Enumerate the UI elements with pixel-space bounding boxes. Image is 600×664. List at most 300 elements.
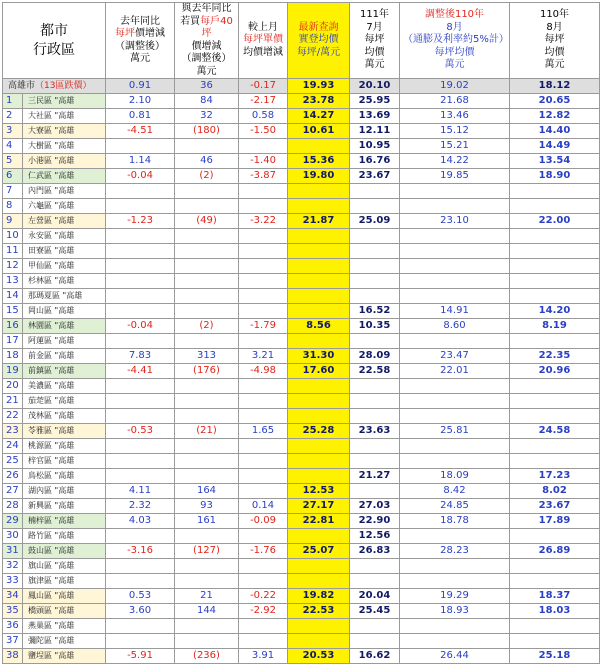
row-index: 25 — [3, 454, 23, 469]
district-row — [3, 139, 600, 154]
cell-yoy — [106, 634, 175, 649]
row-index: 10 — [3, 229, 23, 244]
cell-house: 46 — [175, 154, 239, 169]
row-index: 38 — [3, 649, 23, 664]
district-row — [3, 199, 600, 214]
cell-aug: 22.00 — [510, 214, 600, 229]
cell-yoy — [106, 274, 175, 289]
header-city-line2: 行政區 — [33, 41, 75, 58]
row-index: 37 — [3, 634, 23, 649]
cell-house: (49) — [175, 214, 239, 229]
cell-mom — [239, 394, 288, 409]
row-index: 2 — [3, 109, 23, 124]
cell-house — [175, 379, 239, 394]
cell-house — [175, 139, 239, 154]
total-row — [3, 79, 600, 94]
cell-jul — [350, 559, 400, 574]
district-name: 那瑪夏區 "高雄 — [23, 289, 106, 304]
cell-mom — [239, 454, 288, 469]
cell-jul: 13.69 — [350, 109, 400, 124]
district-row — [3, 379, 600, 394]
cell-house: (21) — [175, 424, 239, 439]
district-row — [3, 619, 600, 634]
cell-yoy — [106, 289, 175, 304]
cell-latest — [288, 379, 350, 394]
cell-jul: 12.11 — [350, 124, 400, 139]
total-note: （13區跌價） — [35, 80, 92, 91]
cell-mom — [239, 259, 288, 274]
district-name: 前金區 "高雄 — [23, 349, 106, 364]
cell-jul — [350, 409, 400, 424]
cell-latest — [288, 409, 350, 424]
cell-aug: 12.82 — [510, 109, 600, 124]
cell-yoy: -5.91 — [106, 649, 175, 664]
header-row — [3, 3, 600, 79]
cell-mom — [239, 304, 288, 319]
row-index: 35 — [3, 604, 23, 619]
header-latest-line2: 實登均價 — [298, 34, 339, 46]
header-aug-line4: 均價 — [544, 46, 565, 58]
cell-jul — [350, 484, 400, 499]
cell-aug — [510, 619, 600, 634]
cell-aug: 22.35 — [510, 349, 600, 364]
cell-aug: 24.58 — [510, 424, 600, 439]
cell-adj: 13.46 — [400, 109, 510, 124]
cell-mom: -1.50 — [239, 124, 288, 139]
header-house-line2 — [178, 16, 235, 41]
cell-house — [175, 469, 239, 484]
header-jul-line4: 均價 — [364, 46, 385, 58]
cell-house — [175, 559, 239, 574]
cell-jul: 16.76 — [350, 154, 400, 169]
cell-jul — [350, 259, 400, 274]
cell-mom: -1.76 — [239, 544, 288, 559]
district-name: 岡山區 "高雄 — [23, 304, 106, 319]
cell-aug — [510, 379, 600, 394]
cell-yoy: 1.14 — [106, 154, 175, 169]
cell-mom: -2.17 — [239, 94, 288, 109]
header-house-buy: 若買 — [180, 15, 201, 27]
header-adj — [400, 3, 510, 79]
cell-latest — [288, 289, 350, 304]
cell-mom: -0.22 — [239, 589, 288, 604]
cell-aug: 26.89 — [510, 544, 600, 559]
header-mom — [239, 3, 288, 79]
district-row — [3, 334, 600, 349]
cell-house: 144 — [175, 604, 239, 619]
cell-adj: 23.47 — [400, 349, 510, 364]
cell-jul: 26.83 — [350, 544, 400, 559]
district-row — [3, 319, 600, 334]
cell-adj — [400, 199, 510, 214]
cell-jul — [350, 439, 400, 454]
cell-latest — [288, 139, 350, 154]
row-index: 20 — [3, 379, 23, 394]
cell-mom — [239, 229, 288, 244]
cell-latest: 14.27 — [288, 109, 350, 124]
cell-latest: 17.60 — [288, 364, 350, 379]
row-index: 12 — [3, 259, 23, 274]
cell-latest: 20.53 — [288, 649, 350, 664]
cell-yoy: 4.03 — [106, 514, 175, 529]
cell-latest — [288, 454, 350, 469]
row-index: 31 — [3, 544, 23, 559]
cell-house — [175, 244, 239, 259]
district-row — [3, 544, 600, 559]
cell-adj — [400, 439, 510, 454]
header-house-red: 每戶40坪 — [200, 15, 233, 39]
cell-aug: 17.23 — [510, 469, 600, 484]
district-row — [3, 94, 600, 109]
header-yoy-line2 — [109, 28, 171, 41]
district-name: 湖內區 "高雄 — [23, 484, 106, 499]
cell-mom: 0.58 — [239, 109, 288, 124]
district-row — [3, 424, 600, 439]
header-yoy-rest: 價增減 — [135, 28, 165, 39]
cell-yoy — [106, 259, 175, 274]
cell-yoy: 0.81 — [106, 109, 175, 124]
cell-latest: 21.87 — [288, 214, 350, 229]
cell-jul: 10.35 — [350, 319, 400, 334]
header-yoy-red: 每坪 — [115, 28, 135, 39]
cell-jul — [350, 379, 400, 394]
cell-latest: 12.53 — [288, 484, 350, 499]
cell-house: 84 — [175, 94, 239, 109]
district-row — [3, 169, 600, 184]
cell-adj — [400, 244, 510, 259]
row-index: 22 — [3, 409, 23, 424]
cell-jul: 16.62 — [350, 649, 400, 664]
district-row — [3, 439, 600, 454]
cell-house — [175, 184, 239, 199]
cell-mom — [239, 559, 288, 574]
cell-aug — [510, 229, 600, 244]
cell-adj — [400, 394, 510, 409]
district-row — [3, 454, 600, 469]
cell-house — [175, 304, 239, 319]
cell-jul — [350, 574, 400, 589]
header-adj-line4: 每坪均價 — [434, 46, 475, 58]
header-aug — [510, 3, 600, 79]
cell-mom: -1.40 — [239, 154, 288, 169]
cell-jul: 28.09 — [350, 349, 400, 364]
cell-adj: 22.01 — [400, 364, 510, 379]
row-index: 14 — [3, 289, 23, 304]
district-name: 茂林區 "高雄 — [23, 409, 106, 424]
cell-latest — [288, 634, 350, 649]
cell-latest: 10.61 — [288, 124, 350, 139]
cell-mom — [239, 529, 288, 544]
row-index: 1 — [3, 94, 23, 109]
cell-latest — [288, 439, 350, 454]
cell-adj: 19.85 — [400, 169, 510, 184]
header-city — [3, 3, 106, 79]
district-row — [3, 604, 600, 619]
district-name: 旗津區 "高雄 — [23, 574, 106, 589]
cell-yoy — [106, 439, 175, 454]
cell-jul — [350, 454, 400, 469]
total-name — [3, 79, 106, 94]
district-row — [3, 574, 600, 589]
cell-yoy: -4.51 — [106, 124, 175, 139]
district-name: 桃源區 "高雄 — [23, 439, 106, 454]
cell-yoy: 7.83 — [106, 349, 175, 364]
cell-aug: 8.02 — [510, 484, 600, 499]
cell-latest: 19.80 — [288, 169, 350, 184]
cell-latest: 19.82 — [288, 589, 350, 604]
cell-latest — [288, 199, 350, 214]
price-table — [2, 2, 600, 664]
district-name: 左營區 "高雄 — [23, 214, 106, 229]
cell-house — [175, 229, 239, 244]
cell-mom — [239, 244, 288, 259]
cell-mom: -1.79 — [239, 319, 288, 334]
cell-aug: 17.89 — [510, 514, 600, 529]
district-row — [3, 559, 600, 574]
cell-mom — [239, 184, 288, 199]
row-index: 30 — [3, 529, 23, 544]
district-name: 大寮區 "高雄 — [23, 124, 106, 139]
cell-jul: 27.03 — [350, 499, 400, 514]
cell-latest — [288, 244, 350, 259]
cell-adj — [400, 559, 510, 574]
header-adj-line3: （通膨及利率約5%計） — [403, 34, 509, 46]
cell-jul: 25.45 — [350, 604, 400, 619]
header-yoy — [106, 3, 175, 79]
row-index: 8 — [3, 199, 23, 214]
cell-yoy — [106, 529, 175, 544]
cell-latest: 22.53 — [288, 604, 350, 619]
district-name: 仁武區 "高雄 — [23, 169, 106, 184]
district-name: 永安區 "高雄 — [23, 229, 106, 244]
cell-jul: 25.95 — [350, 94, 400, 109]
cell-adj — [400, 454, 510, 469]
cell-latest: 27.17 — [288, 499, 350, 514]
district-name: 鹽埕區 "高雄 — [23, 649, 106, 664]
district-name: 前鎮區 "高雄 — [23, 364, 106, 379]
cell-house — [175, 454, 239, 469]
header-aug-line3: 每坪 — [544, 34, 565, 46]
cell-latest — [288, 619, 350, 634]
cell-adj: 14.91 — [400, 304, 510, 319]
cell-mom: 3.21 — [239, 349, 288, 364]
cell-adj: 19.29 — [400, 589, 510, 604]
cell-adj: 8.60 — [400, 319, 510, 334]
cell-mom — [239, 334, 288, 349]
cell-aug: 20.96 — [510, 364, 600, 379]
row-index: 32 — [3, 559, 23, 574]
district-name: 內門區 "高雄 — [23, 184, 106, 199]
cell-adj — [400, 379, 510, 394]
district-row — [3, 529, 600, 544]
cell-aug: 13.54 — [510, 154, 600, 169]
header-house-line1: 與去年同比 — [181, 3, 232, 14]
cell-house — [175, 574, 239, 589]
cell-house: 161 — [175, 514, 239, 529]
row-index: 19 — [3, 364, 23, 379]
cell-house: (176) — [175, 364, 239, 379]
cell-latest — [288, 394, 350, 409]
cell-adj: 25.81 — [400, 424, 510, 439]
district-name: 甲仙區 "高雄 — [23, 259, 106, 274]
total-jul: 20.10 — [350, 79, 400, 94]
cell-mom: -3.22 — [239, 214, 288, 229]
district-row — [3, 214, 600, 229]
cell-adj: 18.78 — [400, 514, 510, 529]
cell-adj: 15.21 — [400, 139, 510, 154]
cell-mom: 1.65 — [239, 424, 288, 439]
cell-house: 93 — [175, 499, 239, 514]
cell-aug — [510, 559, 600, 574]
row-index: 6 — [3, 169, 23, 184]
cell-house — [175, 529, 239, 544]
header-yoy-line4: 萬元 — [130, 53, 150, 64]
district-row — [3, 304, 600, 319]
cell-house — [175, 259, 239, 274]
cell-aug: 14.49 — [510, 139, 600, 154]
district-row — [3, 649, 600, 664]
cell-yoy: 3.60 — [106, 604, 175, 619]
row-index: 4 — [3, 139, 23, 154]
cell-latest — [288, 529, 350, 544]
cell-aug — [510, 184, 600, 199]
cell-yoy — [106, 379, 175, 394]
total-latest: 19.93 — [288, 79, 350, 94]
district-name: 茄萣區 "高雄 — [23, 394, 106, 409]
cell-jul — [350, 334, 400, 349]
cell-adj: 23.10 — [400, 214, 510, 229]
cell-aug: 18.03 — [510, 604, 600, 619]
cell-house: 164 — [175, 484, 239, 499]
cell-adj: 14.22 — [400, 154, 510, 169]
cell-adj — [400, 334, 510, 349]
cell-jul — [350, 184, 400, 199]
cell-house — [175, 619, 239, 634]
district-row — [3, 589, 600, 604]
cell-mom — [239, 409, 288, 424]
cell-yoy — [106, 619, 175, 634]
district-name: 燕巢區 "高雄 — [23, 619, 106, 634]
cell-jul: 21.27 — [350, 469, 400, 484]
cell-latest: 22.81 — [288, 514, 350, 529]
district-row — [3, 109, 600, 124]
cell-adj: 21.68 — [400, 94, 510, 109]
total-house: 36 — [175, 79, 239, 94]
cell-yoy: 2.32 — [106, 499, 175, 514]
cell-mom — [239, 139, 288, 154]
district-name: 鳥松區 "高雄 — [23, 469, 106, 484]
header-adj-line5: 萬元 — [444, 59, 465, 71]
district-name: 小港區 "高雄 — [23, 154, 106, 169]
district-name: 梓官區 "高雄 — [23, 454, 106, 469]
cell-jul — [350, 394, 400, 409]
cell-aug — [510, 634, 600, 649]
district-name: 阿蓮區 "高雄 — [23, 334, 106, 349]
cell-house: 313 — [175, 349, 239, 364]
district-name: 美濃區 "高雄 — [23, 379, 106, 394]
cell-latest — [288, 274, 350, 289]
cell-jul — [350, 289, 400, 304]
cell-jul: 22.90 — [350, 514, 400, 529]
cell-aug: 8.19 — [510, 319, 600, 334]
cell-jul — [350, 634, 400, 649]
cell-aug: 25.18 — [510, 649, 600, 664]
cell-mom — [239, 619, 288, 634]
cell-aug: 18.37 — [510, 589, 600, 604]
cell-aug: 23.67 — [510, 499, 600, 514]
header-aug-line1: 110年 — [539, 9, 570, 21]
cell-adj — [400, 634, 510, 649]
header-mom-line3: 均價增減 — [243, 46, 283, 58]
cell-latest — [288, 184, 350, 199]
header-latest — [288, 3, 350, 79]
cell-yoy: -3.16 — [106, 544, 175, 559]
cell-mom — [239, 199, 288, 214]
cell-latest — [288, 334, 350, 349]
district-row — [3, 274, 600, 289]
cell-yoy — [106, 199, 175, 214]
header-jul-line5: 萬元 — [364, 59, 385, 71]
header-yoy-line3: （調整後） — [115, 40, 165, 52]
district-row — [3, 484, 600, 499]
cell-house — [175, 634, 239, 649]
cell-latest — [288, 304, 350, 319]
row-index: 29 — [3, 514, 23, 529]
cell-house: (180) — [175, 124, 239, 139]
cell-yoy — [106, 229, 175, 244]
cell-aug — [510, 454, 600, 469]
district-row — [3, 634, 600, 649]
cell-mom — [239, 274, 288, 289]
cell-aug — [510, 394, 600, 409]
cell-house: 32 — [175, 109, 239, 124]
header-mom-line2: 每坪單價 — [243, 34, 283, 46]
header-adj-line1: 調整後110年 — [424, 9, 485, 21]
cell-yoy — [106, 574, 175, 589]
cell-adj: 26.44 — [400, 649, 510, 664]
cell-mom: 3.91 — [239, 649, 288, 664]
cell-house: (2) — [175, 319, 239, 334]
cell-aug — [510, 439, 600, 454]
cell-mom: 0.14 — [239, 499, 288, 514]
cell-adj — [400, 574, 510, 589]
district-name: 大社區 "高雄 — [23, 109, 106, 124]
header-latest-line3: 每坪/萬元 — [296, 46, 341, 58]
cell-jul: 16.52 — [350, 304, 400, 319]
row-index: 33 — [3, 574, 23, 589]
cell-yoy — [106, 304, 175, 319]
district-name: 旗山區 "高雄 — [23, 559, 106, 574]
district-row — [3, 154, 600, 169]
row-index: 36 — [3, 619, 23, 634]
row-index: 11 — [3, 244, 23, 259]
cell-mom — [239, 469, 288, 484]
district-name: 鼓山區 "高雄 — [23, 544, 106, 559]
cell-yoy: -4.41 — [106, 364, 175, 379]
row-index: 26 — [3, 469, 23, 484]
cell-aug — [510, 289, 600, 304]
cell-adj — [400, 274, 510, 289]
price-table-sheet — [2, 2, 599, 661]
cell-latest: 25.07 — [288, 544, 350, 559]
cell-jul: 10.95 — [350, 139, 400, 154]
cell-aug — [510, 529, 600, 544]
cell-mom — [239, 379, 288, 394]
cell-jul — [350, 274, 400, 289]
cell-house — [175, 334, 239, 349]
cell-adj: 24.85 — [400, 499, 510, 514]
cell-jul — [350, 619, 400, 634]
